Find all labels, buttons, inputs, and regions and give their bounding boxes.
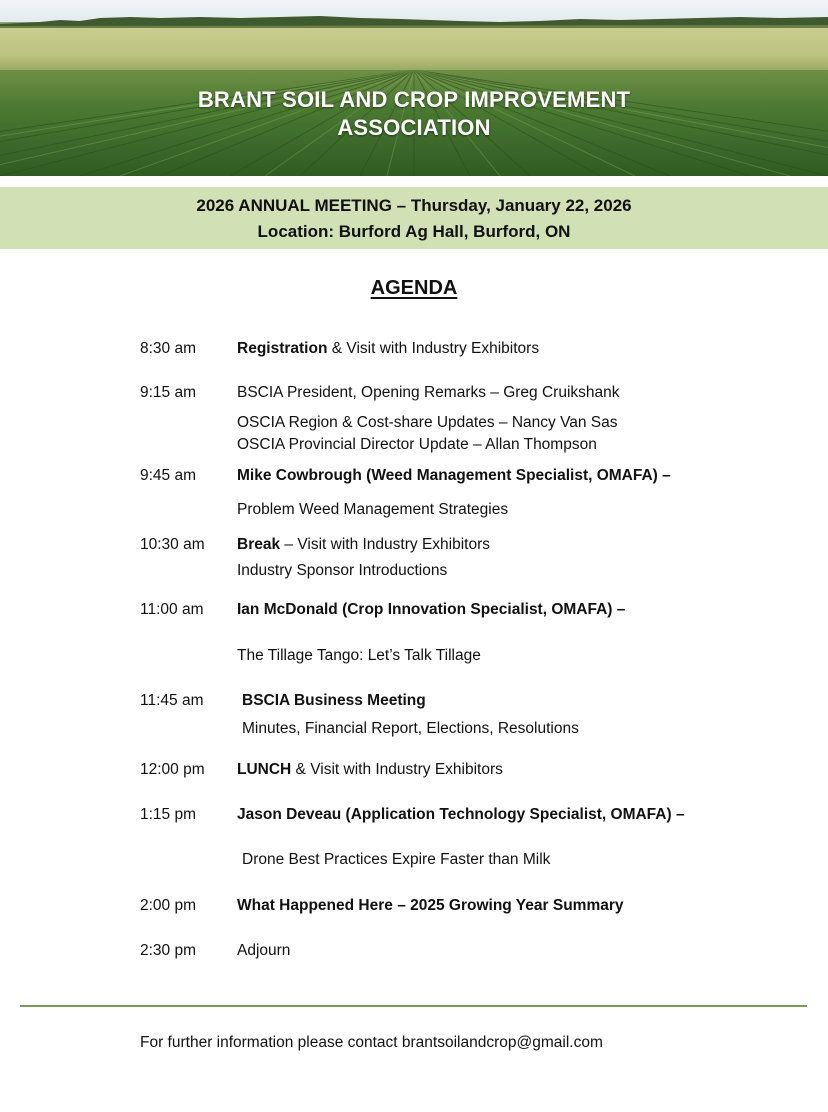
agenda-time: 2:30 pm [140,942,197,959]
agenda-time: 9:45 am [140,467,197,484]
agenda-text: Adjourn [237,942,291,959]
agenda-bold-text: Registration [237,340,328,357]
agenda-heading: AGENDA [370,277,458,299]
agenda-time: 12:00 pm [140,761,205,778]
agenda-topic: Problem Weed Management Strategies [237,501,509,518]
meeting-location: Location: Burford Ag Hall, Burford, ON [257,222,571,241]
title-line-1: BRANT SOIL AND CROP IMPROVEMENT [197,87,631,112]
agenda-description [237,759,797,781]
agenda-topic: The Tillage Tango: Let’s Talk Tillage [237,647,481,664]
agenda-description [237,534,797,582]
agenda-bold-text: BSCIA Business Meeting [242,692,426,709]
agenda-bold-text: LUNCH [237,761,292,778]
agenda-text: & Visit with Industry Exhibitors [327,340,540,357]
agenda-time: 9:15 am [140,384,197,401]
agenda-speaker: Ian McDonald (Crop Innovation Specialist, OMAFA) – [237,601,626,618]
agenda-description [237,382,797,456]
agenda-description [237,338,797,360]
agenda-time: 2:00 pm [140,897,197,914]
agenda-description [237,804,797,871]
agenda-time: 11:45 am [140,692,204,709]
treeline-graphic [0,8,828,30]
agenda-description [237,940,797,962]
agenda-bold-text: What Happened Here – 2025 Growing Year Summary [237,897,624,914]
agenda-speaker: Mike Cowbrough (Weed Management Specialist, OMAFA) – [237,467,671,484]
agenda-topic: Drone Best Practices Expire Faster than Milk [242,851,551,868]
meeting-info-band [0,187,828,249]
agenda-time: 1:15 pm [140,806,197,823]
agenda-description [242,690,802,740]
agenda-text: Minutes, Financial Report, Elections, Resolutions [242,720,579,737]
agenda-speaker: Jason Deveau (Application Technology Specialist, OMAFA) – [237,806,685,823]
agenda-text: & Visit with Industry Exhibitors [291,761,503,778]
agenda-bold-text: Break [237,536,281,553]
footer-divider [20,1005,807,1007]
header-banner [0,0,828,176]
meeting-date: 2026 ANNUAL MEETING – Thursday, January 22, 2026 [196,196,632,215]
agenda-description [237,895,797,917]
agenda-text: BSCIA President, Opening Remarks – Greg Cruikshank [237,384,620,401]
agenda-time: 8:30 am [140,340,197,357]
agenda-description [237,465,797,521]
far-field [0,28,828,74]
contact-info: For further information please contact brantsoilandcrop@gmail.com [140,1034,603,1051]
title-line-2: ASSOCIATION [337,115,491,140]
agenda-text: OSCIA Region & Cost-share Updates – Nancy Van Sas [237,414,618,431]
agenda-time: 10:30 am [140,536,205,553]
organization-title [0,86,828,142]
agenda-text: OSCIA Provincial Director Update – Allan Thompson [237,436,597,453]
agenda-description [237,599,797,667]
agenda-text: Industry Sponsor Introductions [237,562,448,579]
agenda-text: – Visit with Industry Exhibitors [280,536,491,553]
agenda-time: 11:00 am [140,601,204,618]
